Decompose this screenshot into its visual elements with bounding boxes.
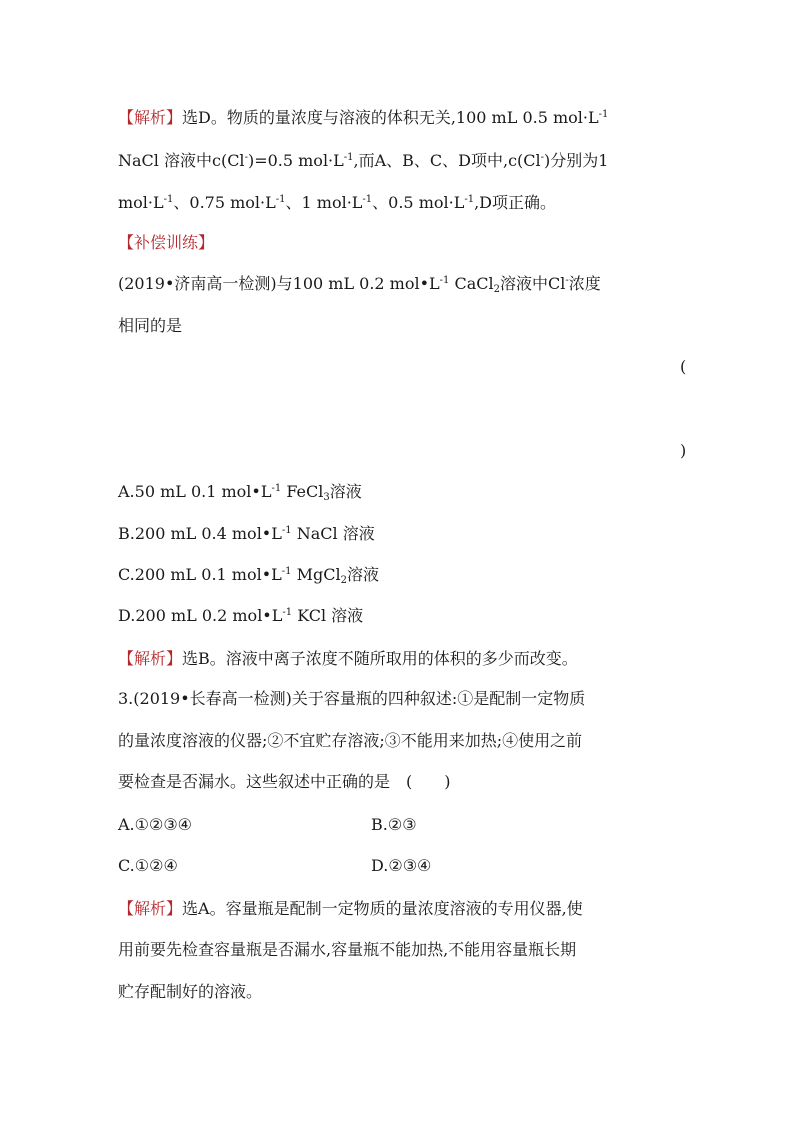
- question-3-line-2: 的量浓度溶液的仪器;②不宜贮存溶液;③不能用来加热;④使用之前: [118, 731, 583, 750]
- q3-option-c: C.①②④: [118, 856, 178, 875]
- option-c: C.200 mL 0.1 $mol•L^{-1}$ MgCl$_2$溶液: [118, 565, 379, 586]
- analysis-3-line-3: 贮存配制好的溶液。: [118, 982, 263, 1001]
- compensation-training-heading: 【补偿训练】: [118, 233, 215, 252]
- compensation-question-line-2: 相同的是: [118, 316, 183, 335]
- question-3-line-3: 要检查是否漏水。这些叙述中正确的是 ( ): [118, 772, 451, 791]
- compensation-question-line-1: (2019•济南高一检测)与100 mL 0.2 $mol•L^{-1}$ CaCl$_2$溶液中Cl-浓度: [118, 274, 601, 295]
- option-a: A.50 mL 0.1 $mol•L^{-1}$ FeCl$_3$溶液: [118, 482, 362, 503]
- analysis-2: 【解析】选B。溶液中离子浓度不随所取用的体积的多少而改变。: [118, 649, 578, 668]
- analysis-1-line-2: NaCl 溶液中c(Cl-)=0.5 $mol\cdot L^{-1}$,而A、B、C、D项中,c(Cl-)分别为1: [118, 151, 609, 170]
- analysis-3-line-1: 【解析】选A。容量瓶是配制一定物质的量浓度溶液的专用仪器,使: [118, 899, 583, 918]
- analysis-tag: 【解析】: [118, 108, 183, 127]
- q3-option-d: D.②③④: [371, 856, 432, 875]
- analysis-1-line-1: 【解析】选D。物质的量浓度与溶液的体积无关,100 mL 0.5 $mol\cdot L^{-1}$: [118, 108, 609, 127]
- option-d: D.200 mL 0.2 $mol•L^{-1}$ KCl 溶液: [118, 606, 364, 625]
- analysis-1-line-3: $mol\cdot L^{-1}$、0.75 $mol\cdot L^{-1}$、1 $mol\cdot L^{-1}$、0.5 $mol\cdot L^{-1},D$项正确。: [118, 193, 556, 212]
- analysis-3-line-2: 用前要先检查容量瓶是否漏水,容量瓶不能加热,不能用容量瓶长期: [118, 940, 577, 959]
- option-b: B.200 mL 0.4 $mol•L^{-1}$ NaCl 溶液: [118, 524, 375, 543]
- analysis-tag: 【解析】: [118, 899, 183, 918]
- analysis-tag: 【解析】: [118, 649, 183, 668]
- answer-paren-open: (: [680, 357, 687, 376]
- question-3-line-1: 3.(2019•长春高一检测)关于容量瓶的四种叙述:①是配制一定物质: [118, 689, 586, 708]
- q3-option-b: B.②③: [371, 815, 417, 834]
- answer-paren-close: ): [680, 441, 687, 460]
- q3-option-a: A.①②③④: [118, 815, 193, 834]
